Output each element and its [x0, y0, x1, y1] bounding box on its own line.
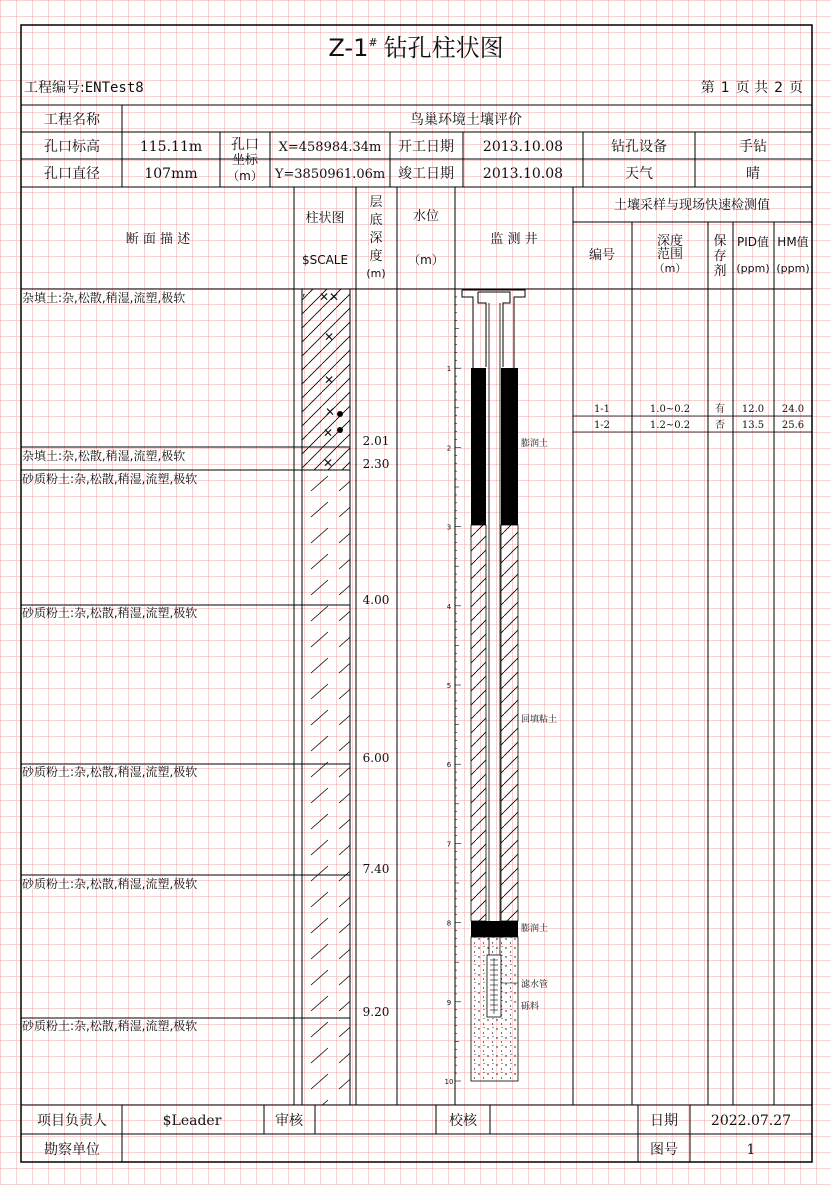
figure-no: 1 — [746, 1142, 756, 1158]
weather-label: 天气 — [625, 166, 653, 182]
equipment-label: 钻孔设备 — [611, 139, 667, 155]
sample-preserv: 否 — [715, 420, 725, 431]
coord-label-2: 坐标 — [231, 153, 259, 168]
layer-bottom-depth: 6.00 — [362, 751, 390, 765]
svg-text:✕: ✕ — [322, 426, 334, 440]
project-number: 工程编号:ENTest8 — [24, 80, 144, 96]
preserv-header-3: 剂 — [713, 264, 727, 279]
sample-hm: 24.0 — [781, 404, 805, 415]
x-coordinate: X=458984.34m — [278, 140, 382, 155]
svg-text:✕: ✕ — [323, 373, 335, 387]
start-date-label: 开工日期 — [398, 139, 454, 155]
range-header-2: 范围 — [656, 247, 684, 262]
diameter-label: 孔口直径 — [44, 166, 100, 182]
strata-fill-silt — [302, 470, 350, 1105]
depth-header-3: 深 — [369, 231, 383, 246]
review-label: 审核 — [275, 1113, 303, 1129]
sample-table — [573, 402, 812, 432]
preserv-header-2: 存 — [713, 249, 727, 264]
unit-label: 勘察单位 — [44, 1142, 100, 1158]
layer-bottom-depth: 2.30 — [362, 457, 390, 471]
label-screen: 滤水管 — [521, 980, 549, 990]
label-bentonite-2: 膨润土 — [521, 924, 549, 934]
well-depth-tick-label: 8 — [446, 919, 452, 928]
equipment-value: 手钻 — [739, 139, 767, 155]
diameter-value: 107mm — [144, 166, 198, 182]
layer-description: 砂质粉土:杂,松散,稍湿,流塑,极软 — [22, 1019, 198, 1033]
hm-unit: (ppm) — [776, 262, 810, 275]
end-date-label: 竣工日期 — [398, 166, 454, 182]
start-date: 2013.10.08 — [482, 139, 564, 155]
layer-bottom-depth: 7.40 — [362, 862, 390, 876]
date-value: 2022.07.27 — [710, 1113, 792, 1129]
layer-description: 砂质粉土:杂,松散,稍湿,流塑,极软 — [22, 606, 198, 620]
sample-range: 1.2~0.2 — [649, 420, 691, 431]
well-header: 监 测 井 — [490, 232, 538, 247]
well-depth-tick-label: 9 — [446, 998, 452, 1007]
preserv-header-1: 保 — [713, 234, 727, 249]
label-bentonite-1: 膨润土 — [521, 439, 549, 449]
water-header-unit: （m） — [408, 253, 444, 267]
layer-bottom-depth: 9.20 — [362, 1005, 390, 1019]
scale-header: $SCALE — [301, 253, 349, 267]
date-label: 日期 — [650, 1113, 678, 1129]
coord-label-3: （m） — [227, 169, 263, 183]
depth-header-1: 层 — [369, 195, 383, 210]
coord-label-1: 孔口 — [231, 137, 259, 153]
layer-bottom-depth: 4.00 — [362, 593, 390, 607]
pid-unit: (ppm) — [736, 262, 770, 275]
pid-header: PID值 — [736, 235, 770, 249]
layer-bottom-depth: 2.01 — [362, 434, 390, 448]
leader-label: 项目负责人 — [37, 1113, 107, 1129]
layer-description: 杂填土:杂,松散,稍湿,流塑,极软 — [22, 291, 186, 305]
y-coordinate: Y=3850961.06m — [274, 167, 386, 182]
project-name-label: 工程名称 — [44, 112, 100, 128]
sample-marker-2 — [337, 427, 343, 433]
hm-header: HM值 — [777, 235, 809, 249]
layer-description: 砂质粉土:杂,松散,稍湿,流塑,极软 — [22, 877, 198, 891]
well-depth-tick-label: 10 — [444, 1078, 454, 1086]
end-date: 2013.10.08 — [482, 166, 564, 182]
depth-header-2: 底 — [369, 213, 383, 228]
sample-no: 1-2 — [593, 420, 611, 431]
weather-value: 晴 — [746, 166, 760, 182]
report-title: Z-1# 钻孔柱状图 — [328, 34, 504, 62]
sample-pid: 12.0 — [741, 404, 765, 415]
svg-text:✕: ✕ — [324, 405, 336, 419]
depth-header-unit: (m) — [366, 267, 386, 280]
label-backfill: 回填粘土 — [521, 715, 558, 725]
label-gravel: 砾料 — [521, 1002, 540, 1012]
desc-header: 断 面 描 述 — [125, 232, 191, 247]
check-label: 校核 — [449, 1113, 477, 1129]
range-header-1: 深度 — [656, 234, 684, 249]
well-depth-tick-label: 7 — [446, 840, 452, 849]
layer-description: 杂填土:杂,松散,稍湿,流塑,极软 — [22, 449, 186, 463]
sample-pid: 13.5 — [741, 420, 765, 431]
sample-no-header: 编号 — [588, 248, 616, 263]
elevation-value: 115.11m — [139, 139, 203, 155]
water-header: 水位 — [412, 209, 440, 224]
sampling-header: 土壤采样与现场快速检测值 — [613, 198, 771, 213]
svg-text:✕: ✕ — [322, 456, 334, 470]
well-depth-tick-label: 1 — [446, 365, 452, 374]
column-chart-header: 柱状图 — [305, 211, 345, 226]
well-depth-tick-label: 3 — [446, 523, 452, 532]
range-header-unit: （m） — [653, 262, 687, 275]
depth-header-4: 度 — [369, 249, 383, 264]
leader-value: $Leader — [162, 1113, 222, 1129]
elevation-label: 孔口标高 — [44, 139, 100, 155]
sample-preserv: 有 — [715, 404, 725, 415]
well-depth-tick-label: 5 — [446, 682, 452, 690]
sample-hm: 25.6 — [781, 420, 805, 431]
well-depth-tick-label: 4 — [446, 602, 452, 611]
sample-range: 1.0~0.2 — [649, 404, 691, 415]
svg-text:⸢: ⸢ — [302, 293, 306, 302]
figure-label: 图号 — [650, 1142, 678, 1158]
well-depth-scale — [445, 289, 461, 1086]
well-depth-tick-label: 6 — [446, 761, 452, 770]
sample-marker-1 — [337, 411, 343, 417]
sample-no: 1-1 — [593, 404, 611, 415]
svg-text:✕✕: ✕✕ — [318, 290, 340, 304]
monitoring-well — [445, 289, 525, 1088]
well-depth-tick-label: 2 — [446, 444, 452, 453]
layer-description: 砂质粉土:杂,松散,稍湿,流塑,极软 — [22, 765, 198, 779]
page-info: 第 1 页 共 2 页 — [700, 80, 803, 96]
svg-text:✕: ✕ — [323, 330, 335, 344]
layer-description: 砂质粉土:杂,松散,稍湿,流塑,极软 — [22, 472, 198, 486]
project-name: 鸟巢环境土壤评价 — [410, 112, 522, 128]
